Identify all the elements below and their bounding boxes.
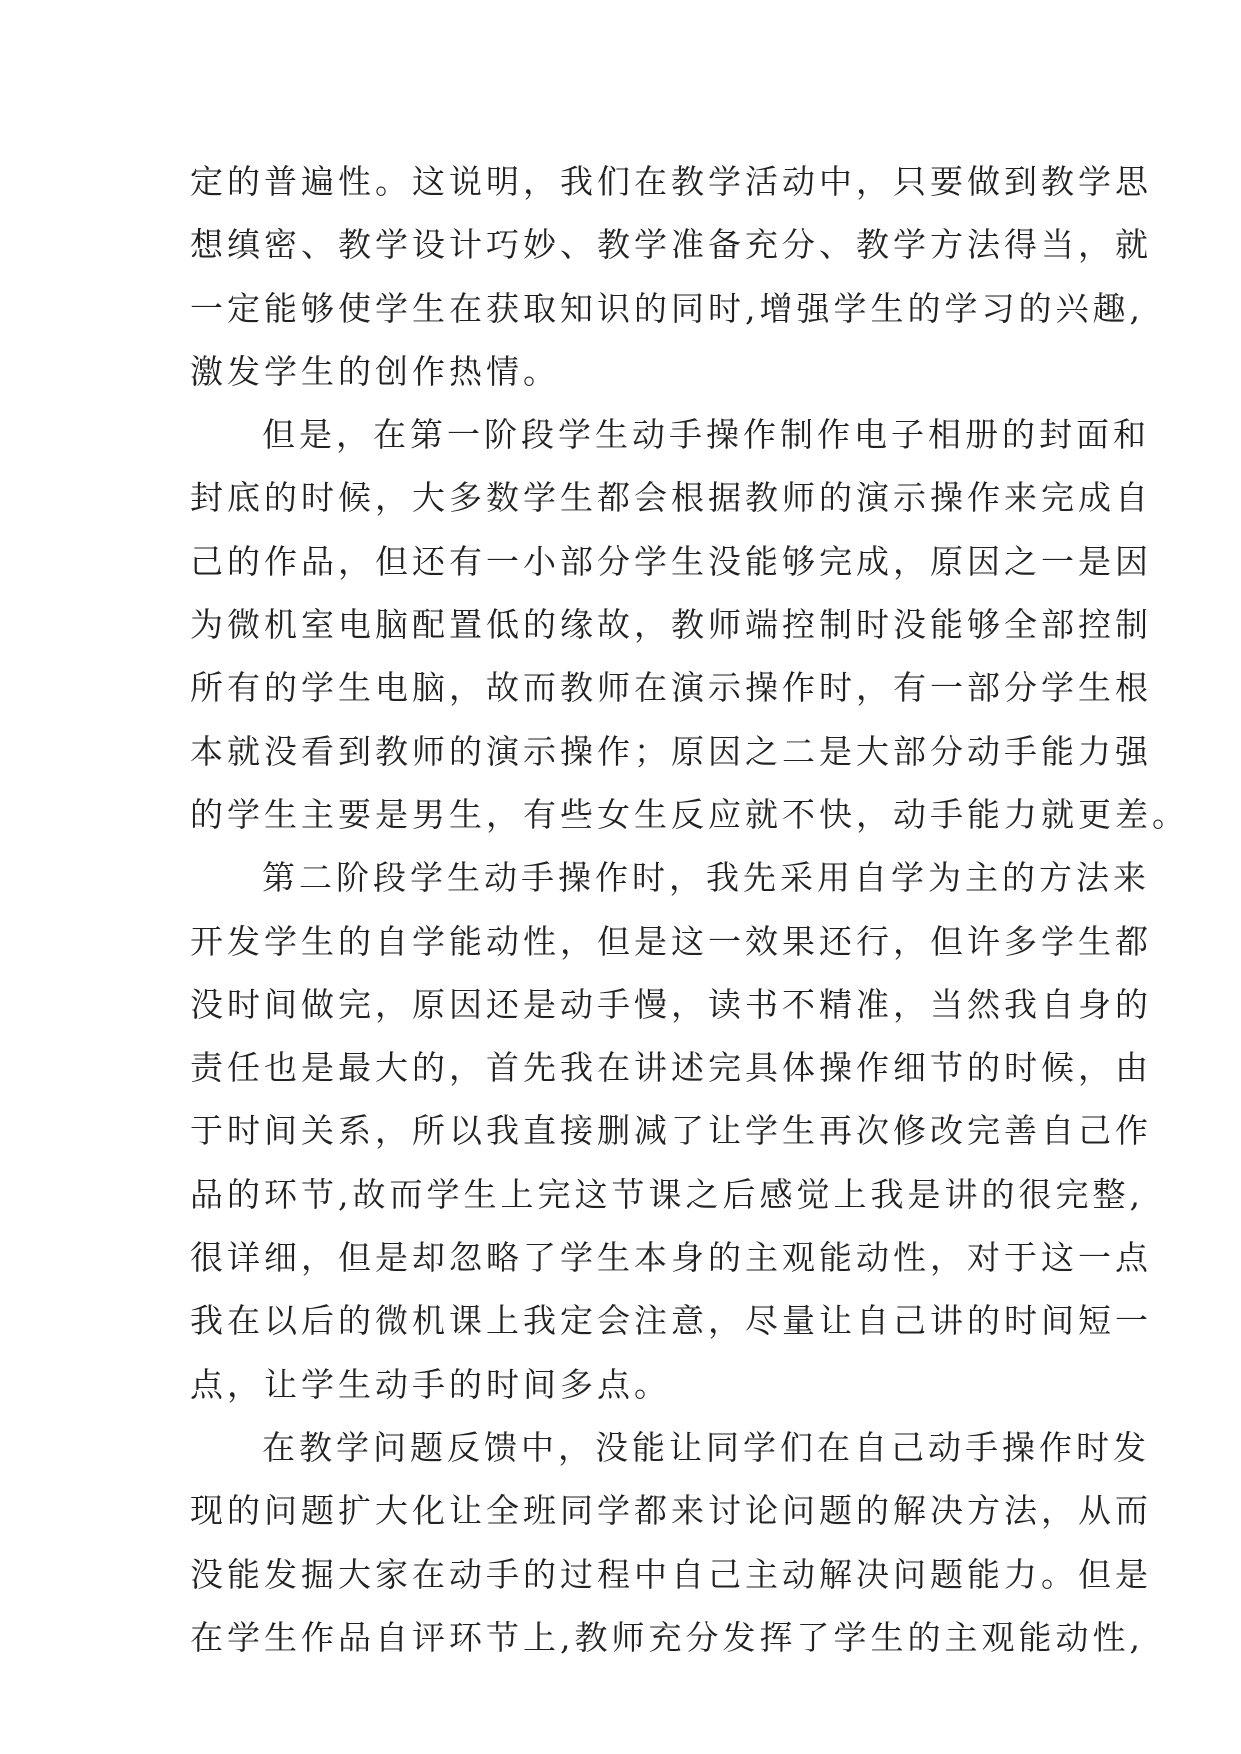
text-line: 封底的时候，大多数学生都会根据教师的演示操作来完成自 <box>190 478 1152 518</box>
text-line: 一定能够使学生在获取知识的同时,增强学生的学习的兴趣, <box>190 288 1144 328</box>
text-line: 点，让学生动手的时间多点。 <box>190 1364 671 1404</box>
text-line: 所有的学生电脑，故而教师在演示操作时，有一部分学生根 <box>190 668 1152 708</box>
text-line: 的学生主要是男生，有些女生反应就不快，动手能力就更差。 <box>190 794 1189 834</box>
text-line: 激发学生的创作热情。 <box>190 351 560 391</box>
text-line: 本就没看到教师的演示操作；原因之二是大部分动手能力强 <box>190 731 1152 771</box>
text-line: 没能发掘大家在动手的过程中自己主动解决问题能力。但是 <box>190 1554 1152 1594</box>
text-line: 没时间做完，原因还是动手慢，读书不精准，当然我自身的 <box>190 984 1152 1024</box>
paragraph <box>190 846 1152 1416</box>
paragraph <box>190 1416 1152 1669</box>
paragraph <box>190 150 1152 403</box>
text-line: 现的问题扩大化让全班同学都来讨论问题的解决方法，从而 <box>190 1491 1152 1531</box>
text-line: 定的普遍性。这说明，我们在教学活动中，只要做到教学思 <box>190 162 1152 201</box>
document-body <box>190 150 1189 1669</box>
text-line: 在教学问题反馈中，没能让同学们在自己动手操作时发 <box>262 1427 1150 1467</box>
text-line: 想缜密、教学设计巧妙、教学准备充分、教学方法得当，就 <box>190 225 1152 265</box>
text-line: 己的作品，但还有一小部分学生没能够完成，原因之一是因 <box>190 541 1152 581</box>
text-line: 在学生作品自评环节上,教师充分发挥了学生的主观能动性, <box>190 1617 1144 1657</box>
text-line: 但是，在第一阶段学生动手操作制作电子相册的封面和 <box>262 415 1150 455</box>
text-line: 责任也是最大的，首先我在讲述完具体操作细节的时候，由 <box>190 1048 1152 1088</box>
paragraph <box>190 403 1189 846</box>
text-line: 于时间关系，所以我直接删减了让学生再次修改完善自己作 <box>190 1111 1152 1151</box>
text-line: 第二阶段学生动手操作时，我先采用自学为主的方法来 <box>262 858 1150 898</box>
text-line: 我在以后的微机课上我定会注意，尽量让自己讲的时间短一 <box>190 1301 1152 1341</box>
text-line: 为微机室电脑配置低的缘故，教师端控制时没能够全部控制 <box>190 605 1152 645</box>
text-line: 品的环节,故而学生上完这节课之后感觉上我是讲的很完整, <box>190 1174 1144 1214</box>
text-line: 开发学生的自学能动性，但是这一效果还行，但许多学生都 <box>190 921 1152 961</box>
text-line: 很详细，但是却忽略了学生本身的主观能动性，对于这一点 <box>190 1238 1152 1278</box>
